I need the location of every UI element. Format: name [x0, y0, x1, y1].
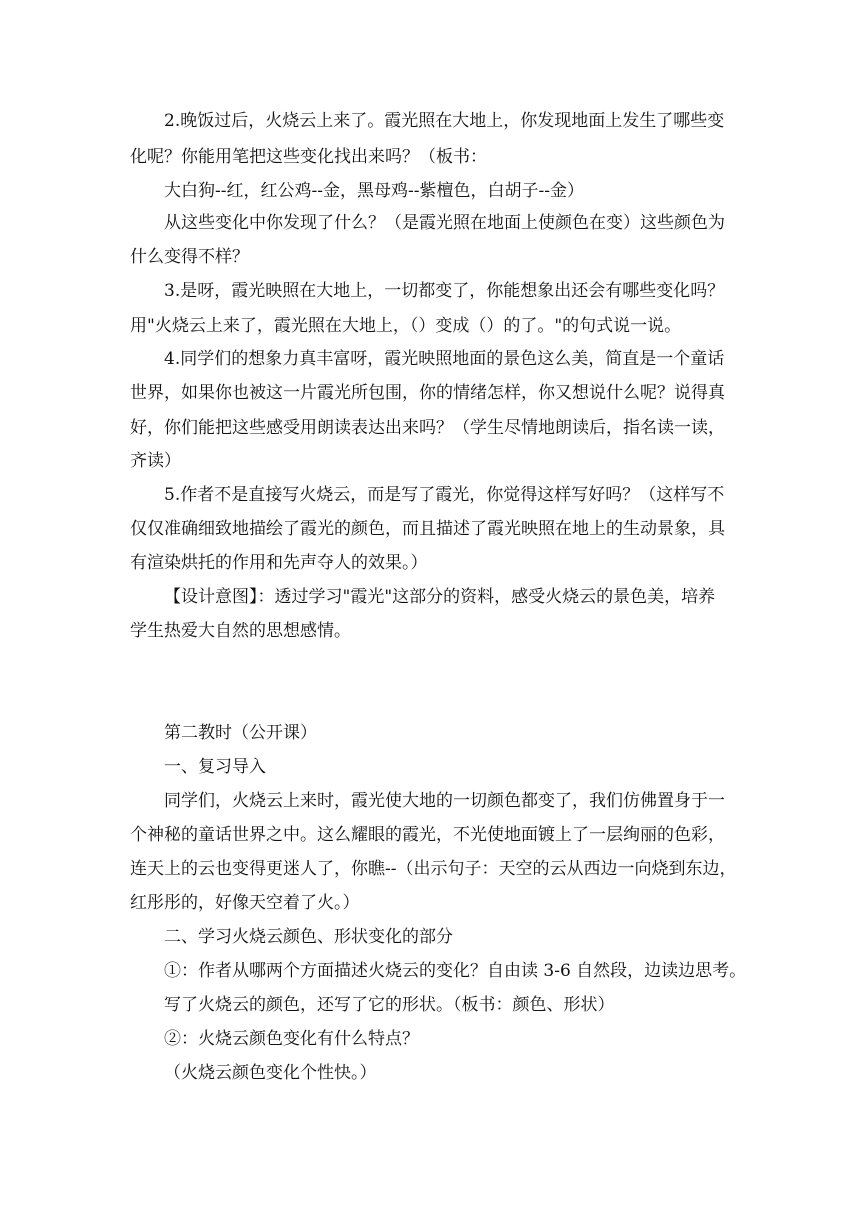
section-title: 第二教时（公开课）	[164, 723, 317, 743]
text-line: ②：火烧云颜色变化有什么特点？	[164, 1029, 419, 1049]
text-line: 学生热爱大自然的思想感情。	[130, 621, 351, 641]
text-line: 仅仅准确细致地描绘了霞光的颜色，而且描述了霞光映照在地上的生动景象，具	[130, 519, 725, 539]
text-line: 好，你们能把这些感受用朗读表达出来吗？（学生尽情地朗读后，指名读一读，	[130, 418, 725, 438]
section-heading: 一、复习导入	[164, 757, 266, 777]
text-line: 写了火烧云的颜色，还写了它的形状。（板书：颜色、形状）	[164, 995, 615, 1015]
text-line: 齐读）	[130, 451, 181, 471]
text-line: 化呢？你能用笔把这些变化找出来吗？（板书：	[130, 147, 487, 167]
text-line: ①：作者从哪两个方面描述火烧云的变化？自由读 3-6 自然段，边读边思考。	[164, 961, 747, 981]
text-line: 用"火烧云上来了，霞光照在大地上，（）变成（）的了。"的句式说一说。	[130, 316, 682, 336]
text-line: 什么变得不样？	[130, 247, 249, 267]
text-line: 连天上的云也变得更迷人了，你瞧--（出示句子：天空的云从西边一向烧到东边，	[130, 859, 737, 879]
text-line: 世界，如果你也被这一片霞光所包围，你的情绪怎样，你又想说什么呢？说得真	[130, 383, 725, 403]
text-line: 红彤彤的，好像天空着了火。）	[130, 893, 360, 913]
section-heading: 二、学习火烧云颜色、形状变化的部分	[164, 927, 453, 947]
text-line: 3.是呀，霞光映照在大地上，一切都变了，你能想象出还会有哪些变化吗？	[164, 281, 725, 301]
text-line: （火烧云颜色变化个性快。）	[164, 1063, 377, 1083]
text-line: 从这些变化中你发现了什么？（是霞光照在地面上使颜色在变）这些颜色为	[164, 213, 725, 233]
text-line: 2.晚饭过后，火烧云上来了。霞光照在大地上，你发现地面上发生了哪些变	[164, 111, 725, 131]
text-line: 有渲染烘托的作用和先声夺人的效果。）	[130, 553, 428, 573]
text-line: 【设计意图】：透过学习"霞光"这部分的资料，感受火烧云的景色美，培养	[164, 587, 716, 607]
text-line: 5.作者不是直接写火烧云，而是写了霞光，你觉得这样写好吗？（这样写不	[164, 485, 725, 505]
text-line: 个神秘的童话世界之中。这么耀眼的霞光，不光使地面镀上了一层绚丽的色彩，	[130, 825, 725, 845]
text-line: 4.同学们的想象力真丰富呀，霞光映照地面的景色这么美，简直是一个童话	[164, 349, 725, 369]
text-line: 同学们，火烧云上来时，霞光使大地的一切颜色都变了，我们仿佛置身于一	[164, 791, 725, 811]
text-line: 大白狗--红，红公鸡--金，黑母鸡--紫檀色，白胡子--金）	[164, 181, 584, 201]
